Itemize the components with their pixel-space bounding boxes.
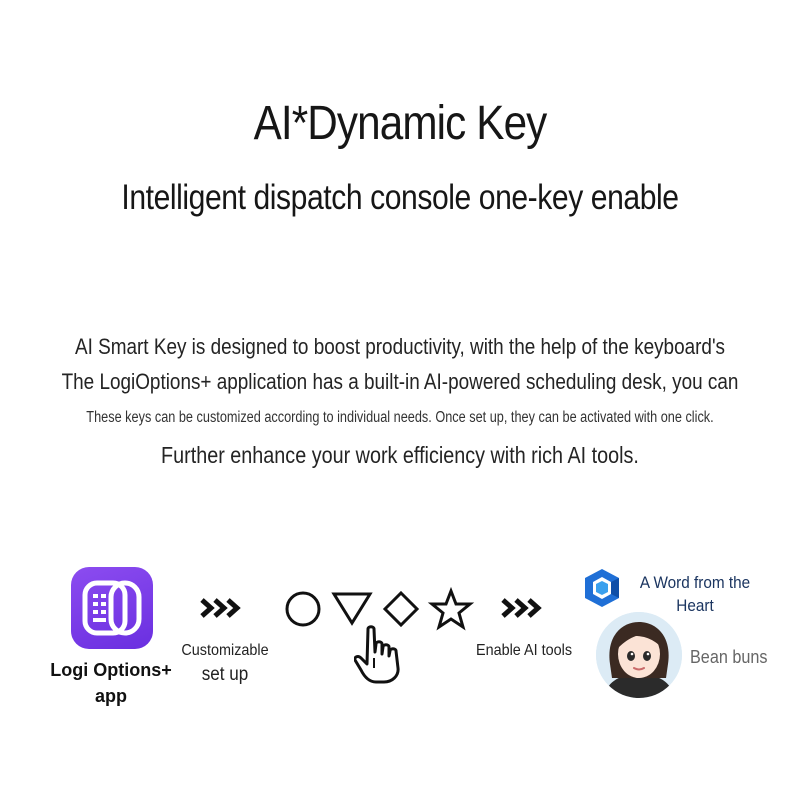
assistant-avatar-name: Bean buns	[690, 647, 768, 667]
circle-key-icon	[287, 593, 319, 625]
cube-logo-icon	[583, 567, 621, 609]
page-subtitle: Intelligent dispatch console one-key enable	[121, 178, 679, 217]
description-line-4: Further enhance your work efficiency with rich AI tools.	[161, 442, 639, 468]
customizable-label: Customizable	[181, 642, 269, 659]
keyboard-mouse-glyph-icon	[71, 567, 153, 649]
setup-label: set up	[201, 664, 249, 685]
hand-pointer-icon	[354, 624, 414, 686]
triple-chevron-right-icon	[200, 593, 246, 623]
diamond-key-icon	[385, 593, 417, 625]
description-line-1: AI Smart Key is designed to boost productivity, with the help of the keyboard's	[74, 334, 726, 359]
logi-options-app-icon	[71, 567, 153, 649]
triangle-key-icon	[334, 594, 370, 623]
description-line-3: These keys can be customized according to individual needs. Once set up, they can be activated with one click.	[86, 409, 714, 426]
app-label: Logi Options+ app	[50, 660, 172, 706]
description-line-2: The LogiOptions+ application has a built-in AI-powered scheduling desk, you can	[61, 369, 739, 394]
avatar-girl-icon	[596, 612, 682, 698]
triple-chevron-right-icon-2	[501, 593, 547, 623]
star-key-icon	[432, 591, 470, 627]
page-title: AI*Dynamic Key	[253, 97, 547, 150]
assistant-brand-name: A Word from the Heart	[639, 573, 751, 615]
enable-ai-tools-label: Enable AI tools	[475, 642, 573, 659]
assistant-avatar	[596, 612, 682, 698]
